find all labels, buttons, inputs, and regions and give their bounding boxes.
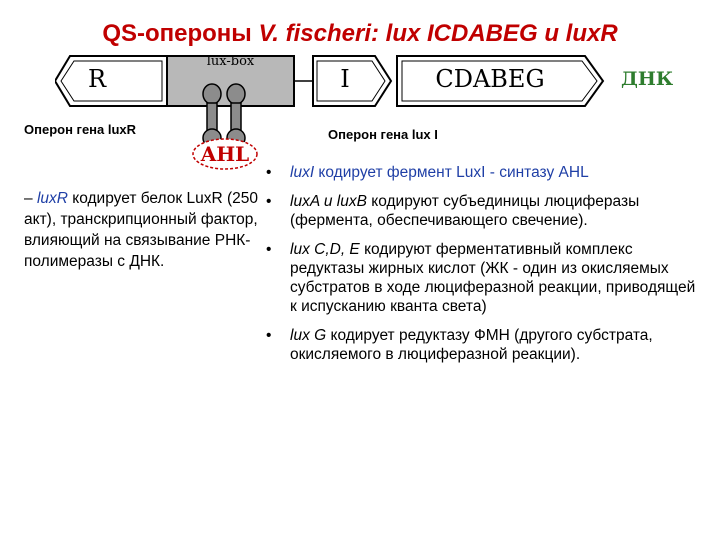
- bullet-text: кодируют субъединицы люциферазы (фермента, обеспечивающего свечение).: [290, 193, 640, 229]
- operon-diagram: [55, 48, 695, 178]
- bullet-item: [262, 163, 702, 182]
- bullet-item: [262, 326, 702, 364]
- bullet-marker: •: [266, 164, 272, 181]
- title-operons: : lux ICDABEG и luxR: [370, 20, 618, 47]
- title-prefix: QS-опероны: [102, 20, 259, 47]
- luxr-dash: –: [24, 190, 37, 207]
- bullet-item: [262, 240, 702, 316]
- bullet-gene: luxI: [290, 164, 315, 181]
- luxr-description: [24, 188, 272, 272]
- bullet-gene: luxA и luxB: [290, 193, 367, 210]
- bullet-text: кодирует редуктазу ФМН (другого субстрата, окисляемого в люциферазной реакции).: [290, 327, 653, 363]
- bullet-marker: •: [266, 193, 272, 210]
- bullet-marker: •: [266, 241, 272, 258]
- bullet-gene: lux G: [290, 327, 327, 344]
- operon-diagram-graphic: [55, 48, 695, 178]
- bullet-gene: lux C,D, E: [290, 241, 360, 258]
- luxr-operon-heading: Оперон гена luxR: [24, 122, 137, 137]
- luxi-bullet-list: [262, 163, 702, 374]
- slide-title: [0, 20, 720, 48]
- title-species: V. fischeri: [258, 20, 371, 47]
- gene-r-label: R: [87, 65, 107, 93]
- bullet-item: [262, 192, 702, 230]
- dna-label: ДНК: [621, 68, 674, 90]
- gene-i-label: I: [340, 65, 350, 93]
- luxr-gene-name: luxR: [36, 190, 68, 207]
- luxbox-label: lux-box: [206, 54, 255, 69]
- ahl-label: AHL: [200, 142, 250, 166]
- bullet-marker: •: [266, 327, 272, 344]
- gene-cdabeg-label: CDABEG: [435, 65, 545, 93]
- bullet-text: кодируют ферментативный комплекс редуктазы жирных кислот (ЖК - один из окисляемых субстратов в ходе люциферазной реакции, приводящей к испусканию кванта света): [290, 241, 696, 315]
- bullet-text: кодирует фермент LuxI - синтазу AHL: [314, 164, 589, 181]
- luxr-text: кодирует белок LuxR (250 акт), транскрипционный фактор, влияющий на связывание РНК-полимеразы с ДНК.: [24, 190, 258, 270]
- luxi-operon-heading: Оперон гена lux I: [328, 127, 438, 142]
